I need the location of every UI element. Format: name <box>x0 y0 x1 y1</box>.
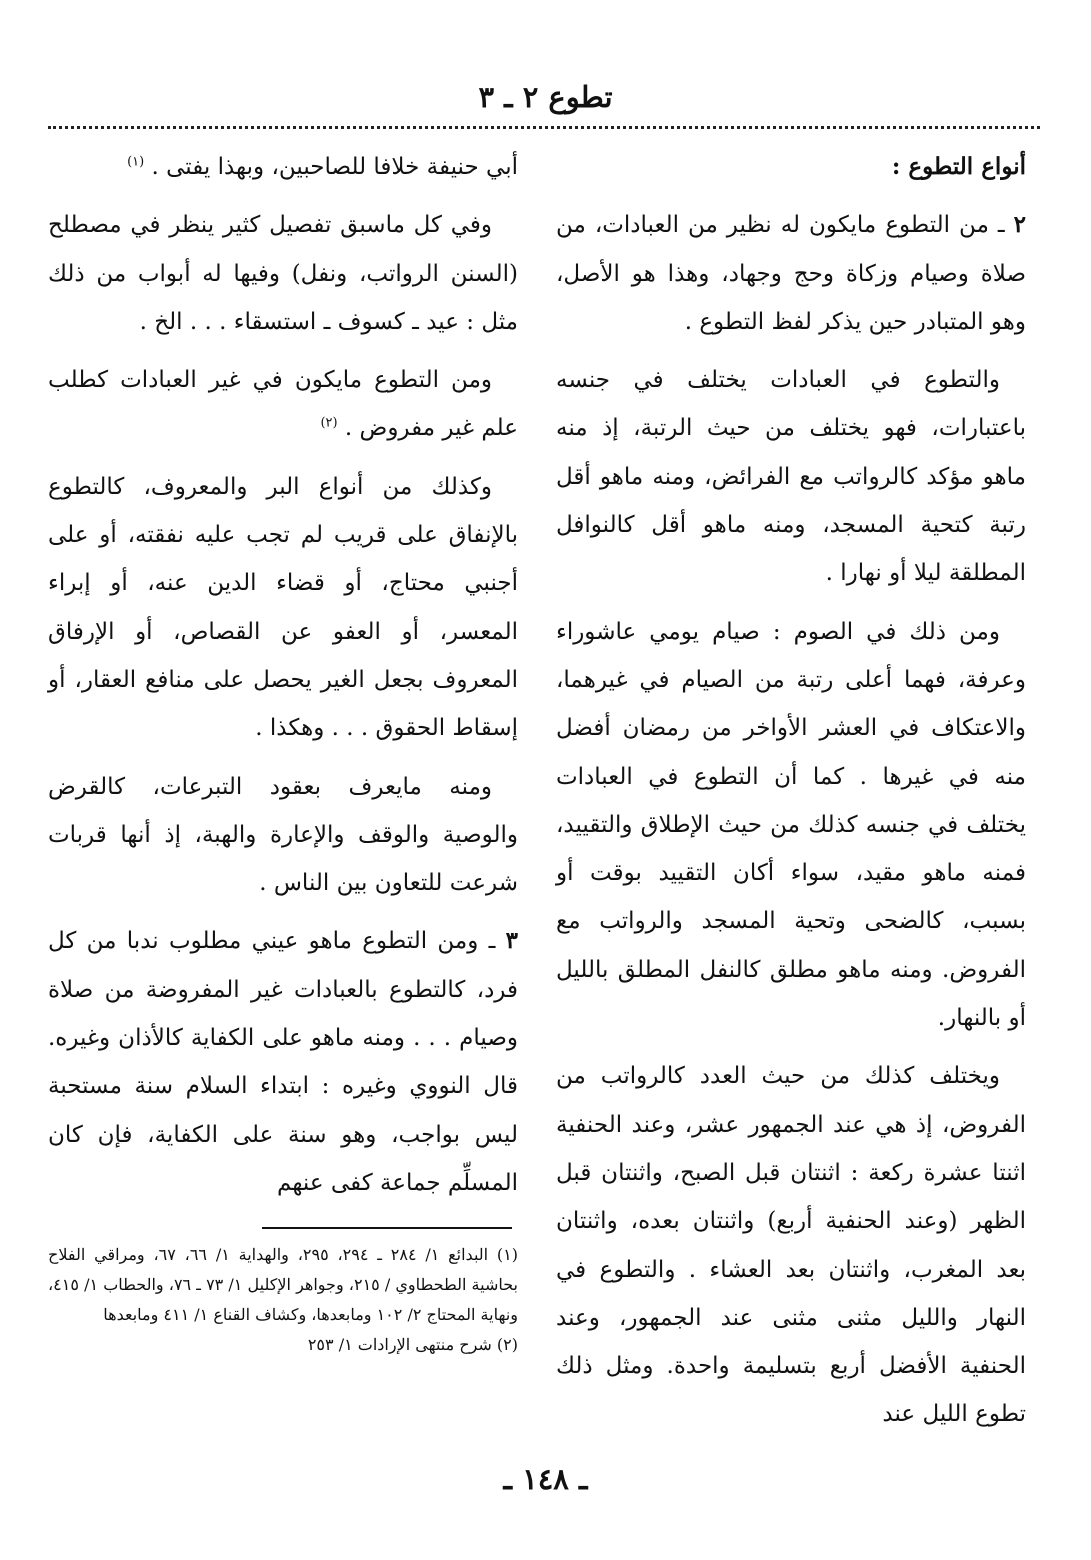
footnote-ref: (١) <box>127 154 145 170</box>
footnote-divider <box>262 1227 512 1229</box>
paragraph-text: ومن التطوع مايكون في غير العبادات كطلب علم غير مفروض . <box>48 367 518 442</box>
paragraph-text: أبي حنيفة خلافا للصاحبين، وبهذا يفتى . <box>151 154 518 180</box>
paragraph: والتطوع في العبادات يختلف في جنسه باعتبارات، فهو يختلف من حيث الرتبة، إذ منه ماهو مؤكد كالرواتب مع الفرائض، ومنه ماهو أقل رتبة كتحية المسجد، ومنه ماهو أقل كالنوافل المطلقة ليلا أو نهارا . <box>556 367 1026 587</box>
paragraph: ويختلف كذلك من حيث العدد كالرواتب من الفروض، إذ هي عند الجمهور عشر، وعند الحنفية اثنتا عشرة ركعة : اثنتان قبل الصبح، واثنتان قبل الظهر (وعند الحنفية أربع) واثنتان بعده، واثنتان بعد المغرب، واثنتان بعد العشاء . والتطوع في النهار والليل مثنى مثنى عند الجمهور، وعند الحنفية الأفضل أربع بتسليمة واحدة. ومثل ذلك تطوع الليل عند <box>556 1063 1026 1428</box>
page-number: ـ ١٤٨ ـ <box>503 1462 588 1496</box>
section-heading: أنواع التطوع : <box>891 153 1026 180</box>
paragraph: وفي كل ماسبق تفصيل كثير ينظر في مصطلح (السنن الرواتب، ونفل) وفيها له أبواب من ذلك مثل : عيد ـ كسوف ـ استسقاء . . . الخ . <box>48 212 518 335</box>
page-header-title: تطوع ٢ ـ ٣ <box>478 80 613 114</box>
header-divider <box>48 126 1040 129</box>
footnotes <box>48 1240 518 1360</box>
paragraph: وكذلك من أنواع البر والمعروف، كالتطوع بالإنفاق على قريب لم تجب عليه نفقته، أو على أجنبي محتاج، أو قضاء الدين عنه، أو إبراء المعسر، أو العفو عن القصاص، أو الإرفاق المعروف بجعل الغير يحصل على منافع العقار، أو إسقاط الحقوق . . . وهكذا . <box>48 473 518 742</box>
paragraph <box>48 356 518 453</box>
right-column <box>556 143 1026 1449</box>
footnote-1: (١) البدائع ١/ ٢٨٤ ـ ٢٩٤، ٢٩٥، والهداية ١/ ٦٦، ٦٧، ومراقي الفلاح بحاشية الطحطاوي / ٢١٥، وجواهر الإكليل ١/ ٧٣ ـ ٧٦، والحطاب ١/ ٤١٥، ونهاية المحتاج ٢/ ١٠٢ ومابعدها، وكشاف القناع ١/ ٤١١ ومابعدها <box>48 1245 519 1324</box>
left-column <box>48 143 518 1217</box>
paragraph: ومنه مايعرف بعقود التبرعات، كالقرض والوصية والوقف والإعارة والهبة، إذ أنها قربات شرعت للتعاون بين الناس . <box>48 773 518 897</box>
paragraph-item-3 <box>48 917 518 1207</box>
paragraph-text: ـ ومن التطوع ماهو عيني مطلوب ندبا من كل فرد، كالتطوع بالعبادات غير المفروضة من صلاة وصيام . . . ومنه ماهو على الكفاية كالأذان وغيره. قال النووي وغيره : ابتداء السلام سنة مستحبة ليس بواجب، وهو سنة على الكفاية، فإن كان المسلِّم جماعة كفى عنهم <box>48 928 518 1196</box>
footnote-2: (٢) شرح منتهى الإرادات ١/ ٢٥٣ <box>307 1335 518 1354</box>
paragraph-item-2 <box>556 201 1026 346</box>
paragraph <box>48 143 518 191</box>
footnote-ref: (٢) <box>320 415 338 431</box>
item-number: ٢ <box>1013 211 1026 239</box>
paragraph: ومن ذلك في الصوم : صيام يومي عاشوراء وعرفة، فهما أعلى رتبة من الصيام في غيرهما، والاعتكاف في العشر الأواخر من رمضان أفضل منه في غيرها . كما أن التطوع في العبادات يختلف في جنسه كذلك من حيث الإطلاق والتقييد، فمنه ماهو مقيد، سواء أكان التقييد بوقت أو بسبب، كالضحى وتحية المسجد والرواتب مع الفروض. ومنه ماهو مطلق كالنفل المطلق بالليل أو بالنهار. <box>556 618 1026 1032</box>
item-number: ٣ <box>505 927 518 955</box>
paragraph-text: ـ من التطوع مايكون له نظير من العبادات، من صلاة وصيام وزكاة وحج وجهاد، وهذا هو الأصل، وهو المتبادر حين يذكر لفظ التطوع . <box>556 212 1026 335</box>
